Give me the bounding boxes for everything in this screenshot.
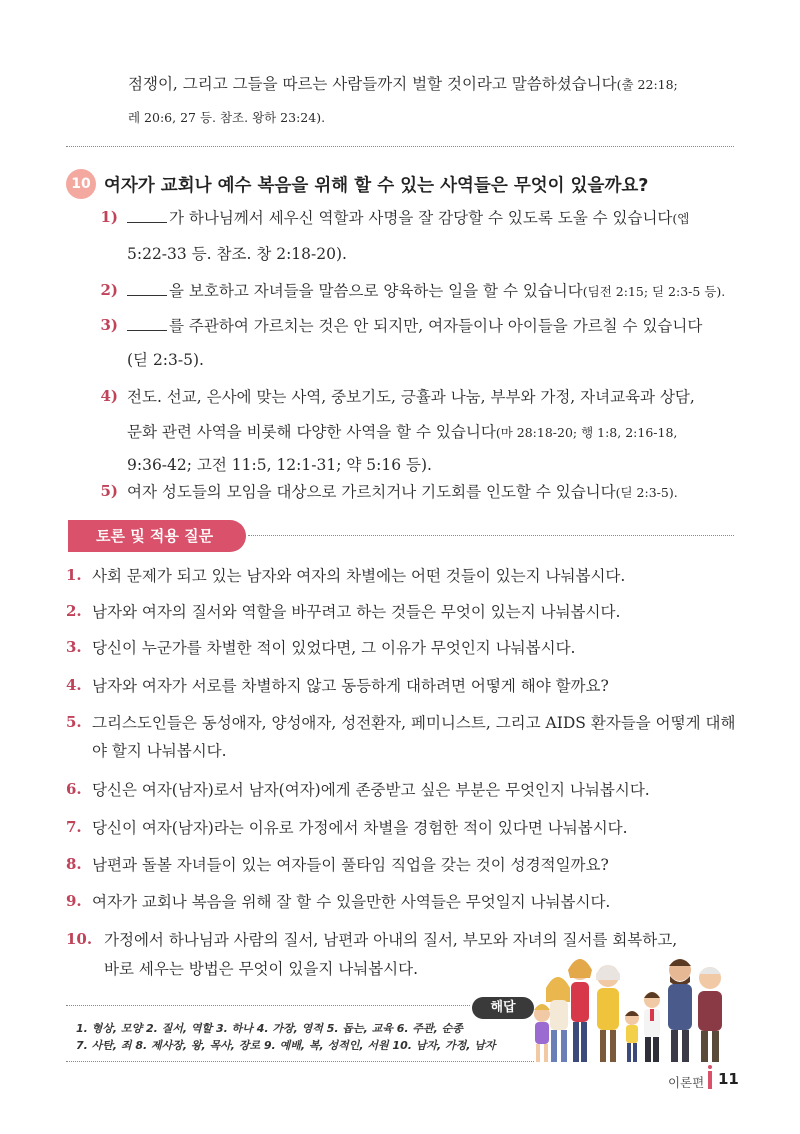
discussion-question-text: 가정에서 하나님과 사람의 질서, 남편과 아내의 질서, 부모와 자녀의 질서를 회복하고, xyxy=(104,931,678,949)
fill-blank xyxy=(127,281,167,296)
discussion-question-number: 4. xyxy=(66,676,82,694)
discussion-question-text: 남편과 돌볼 자녀들이 있는 여자들이 풀타임 직업을 갖는 것이 성경적일까요? xyxy=(92,856,609,874)
discussion-question-number: 1. xyxy=(66,566,82,584)
mother-figure xyxy=(546,977,570,1062)
divider xyxy=(66,146,734,147)
discussion-question-continuation: 바로 세우는 방법은 무엇이 있을지 나눠봅시다. xyxy=(104,960,419,978)
item-number: 1) xyxy=(100,208,118,226)
item-number: 4) xyxy=(100,387,118,405)
answer-line-2: 7. 사탄, 죄 8. 제사장, 왕, 목사, 장로 9. 예배, 복, 성적인, 서원 10. 남자, 가정, 남자 xyxy=(76,1039,496,1052)
footer-marker-bar xyxy=(708,1071,712,1089)
item-text: 전도. 선교, 은사에 맞는 사역, 중보기도, 긍휼과 나눔, 부부와 가정, 자녀교육과 상담, xyxy=(127,388,695,406)
discussion-question-number: 6. xyxy=(66,780,82,798)
discussion-question-text: 사회 문제가 되고 있는 남자와 여자의 차별에는 어떤 것들이 있는지 나눠봅시다. xyxy=(92,567,626,585)
discussion-question-number: 3. xyxy=(66,638,82,656)
item-text: 여자 성도들의 모임을 대상으로 가르치거나 기도회를 인도할 수 있습니다(딛 2:3-5). xyxy=(127,483,678,501)
discussion-question-text: 여자가 교회나 복음을 위해 잘 할 수 있을만한 사역들은 무엇일지 나눠봅시다. xyxy=(92,893,611,911)
discussion-question-text: 그리스도인들은 동성애자, 양성애자, 성전환자, 페미니스트, 그리고 AIDS 환자들을 어떻게 대해 xyxy=(92,714,736,732)
teen-boy-figure xyxy=(644,992,660,1062)
item-number: 3) xyxy=(100,316,118,334)
intro-ref: (출 22:18; xyxy=(616,77,678,92)
item-continuation: 9:36-42; 고전 11:5, 12:1-31; 약 5:16 등). xyxy=(127,456,432,474)
answer-line-1: 1. 형상, 모양 2. 질서, 역할 3. 하나 4. 가장, 영적 5. 돕는, 교육 6. 주관, 순종 xyxy=(76,1022,463,1035)
grandmother-figure xyxy=(596,965,620,1062)
discussion-section-title: 토론 및 적용 질문 xyxy=(68,520,246,552)
fill-blank xyxy=(127,208,167,223)
item-number: 2) xyxy=(100,281,118,299)
discussion-question-number: 7. xyxy=(66,818,82,836)
discussion-question-continuation: 야 할지 나눠봅시다. xyxy=(92,742,227,760)
item-continuation: 5:22-33 등. 참조. 창 2:18-20). xyxy=(127,245,347,263)
footer-section-label: 이론편 xyxy=(668,1075,705,1090)
answer-bottom-divider xyxy=(66,1061,534,1062)
footer-marker-dot xyxy=(708,1065,712,1069)
intro-line-2: 레 20:6, 27 등. 참조. 왕하 23:24). xyxy=(128,110,326,125)
item-number: 5) xyxy=(100,482,118,500)
item-text: 가 하나님께서 세우신 역할과 사명을 잘 감당할 수 있도록 도울 수 있습니다(엡 xyxy=(127,206,689,228)
discussion-question-number: 8. xyxy=(66,855,82,873)
discussion-question-number: 10. xyxy=(66,930,93,948)
intro-text: 점쟁이, 그리고 그들을 따르는 사람들까지 벌할 것이라고 말씀하셨습니다 xyxy=(128,75,617,93)
discussion-question-text: 당신이 여자(남자)라는 이유로 가정에서 차별을 경험한 적이 있다면 나눠봅시다. xyxy=(92,819,628,837)
discussion-question-text: 남자와 여자의 질서와 역할을 바꾸려고 하는 것들은 무엇이 있는지 나눠봅시다. xyxy=(92,603,621,621)
discussion-question-text: 당신이 누군가를 차별한 적이 있었다면, 그 이유가 무엇인지 나눠봅시다. xyxy=(92,639,576,657)
grandfather-figure xyxy=(698,967,722,1062)
answer-top-divider xyxy=(66,1005,470,1006)
fill-blank xyxy=(127,316,167,331)
item-text-line-2: 문화 관련 사역을 비롯해 다양한 사역을 할 수 있습니다(마 28:18-20; 행 1:8, 2:16-18, xyxy=(127,423,678,441)
woman-red-figure xyxy=(568,959,592,1062)
page-number: 11 xyxy=(718,1070,739,1088)
question-number-badge: 10 xyxy=(66,169,96,199)
discussion-question-number: 2. xyxy=(66,602,82,620)
father-figure xyxy=(668,959,692,1062)
discussion-question-number: 5. xyxy=(66,713,82,731)
discussion-question-text: 당신은 여자(남자)로서 남자(여자)에게 존중받고 싶은 부분은 무엇인지 나눠봅시다. xyxy=(92,781,650,799)
question-title: 여자가 교회나 예수 복음을 위해 할 수 있는 사역들은 무엇이 있을까요? xyxy=(104,176,649,196)
item-text: 을 보호하고 자녀들을 말씀으로 양육하는 일을 할 수 있습니다(딤전 2:15; 딛 2:3-5 등). xyxy=(127,279,725,301)
family-illustration xyxy=(524,948,736,1068)
discussion-question-number: 9. xyxy=(66,892,82,910)
child-girl-figure xyxy=(534,1004,550,1062)
discussion-question-text: 남자와 여자가 서로를 차별하지 않고 동등하게 대하려면 어떻게 해야 할까요? xyxy=(92,677,609,695)
section-divider xyxy=(248,535,734,536)
item-text: 를 주관하여 가르치는 것은 안 되지만, 여자들이나 아이들을 가르칠 수 있습니다 xyxy=(127,314,702,336)
item-continuation: (딛 2:3-5). xyxy=(127,351,204,369)
small-boy-figure xyxy=(625,1011,639,1062)
answer-label: 해답 xyxy=(472,997,534,1019)
intro-line-1 xyxy=(128,66,678,103)
